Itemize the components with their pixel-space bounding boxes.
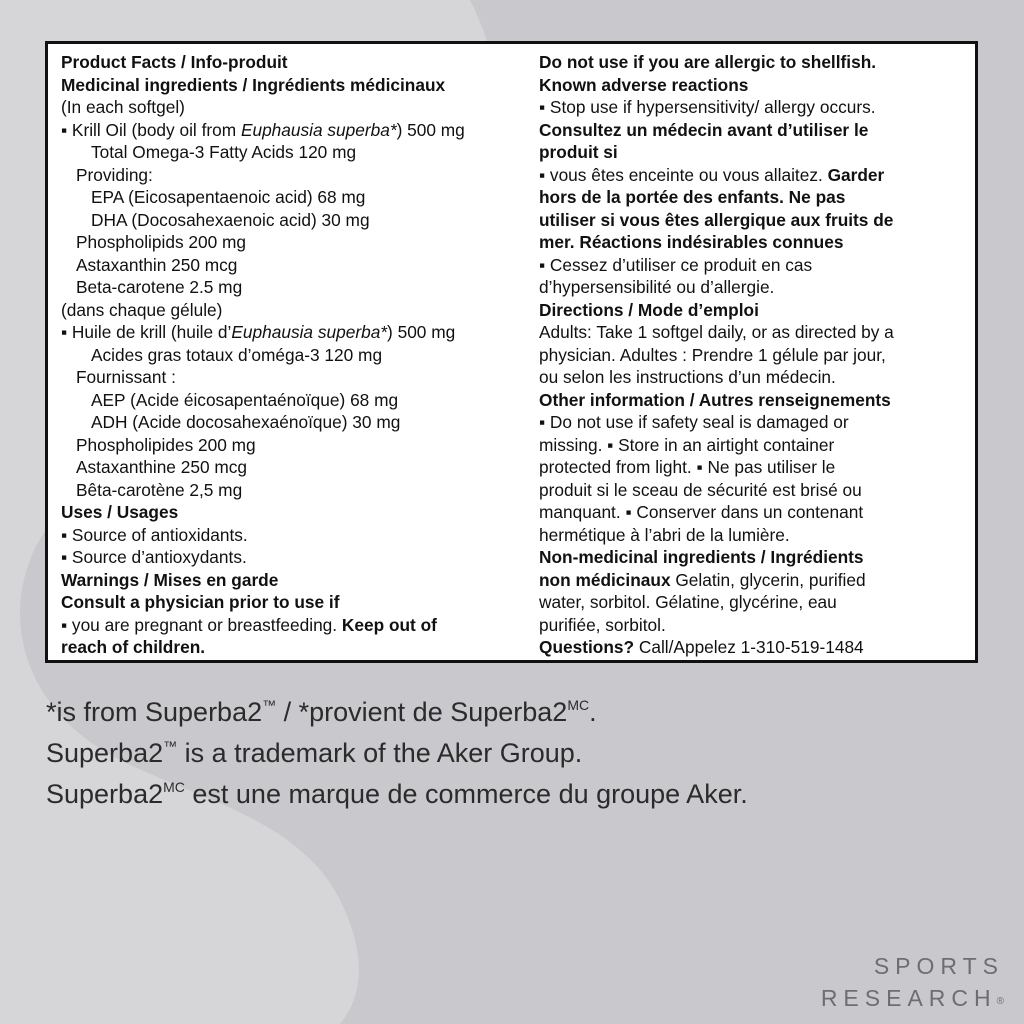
omega-fr: Acides gras totaux d’oméga-3 120 mg xyxy=(91,344,383,365)
epa-en: EPA (Eicosapentaenoic acid) 68 mg xyxy=(91,187,366,207)
sports-research-logo xyxy=(821,950,1004,1018)
per-softgel-fr: (dans chaque gélule) xyxy=(61,299,223,320)
dha-fr: ADH (Acide docosahexaénoïque) 30 mg xyxy=(91,412,401,432)
consult-heading: Consult a physician prior to use if xyxy=(61,592,340,612)
phospholipids-fr: Phospholipides 200 mg xyxy=(76,434,256,455)
beta-carotene-fr: Bêta-carotène 2,5 mg xyxy=(76,479,243,500)
other-line4: produit si le sceau de sécurité est brisé ou xyxy=(539,479,862,500)
garder-line2: hors de la portée des enfants. Ne pas xyxy=(539,187,846,207)
per-softgel-en: (In each softgel) xyxy=(61,97,185,117)
allergy-warning: Do not use if you are allergic to shellfish. xyxy=(539,52,877,72)
other-line6: hermétique à l’abri de la lumière. xyxy=(539,524,790,545)
registered-mark: ® xyxy=(996,996,1004,1007)
directions-line1: Adults: Take 1 softgel daily, or as directed by a xyxy=(539,322,894,342)
brand-line1: SPORTS xyxy=(873,953,1004,979)
nonmed-line1: non médicinaux Gelatin, glycerin, purified xyxy=(539,569,866,590)
warnings-heading: Warnings / Mises en garde xyxy=(61,569,279,590)
other-line3: protected from light. ▪ Ne pas utiliser le xyxy=(539,457,836,477)
adverse-item: ▪ Stop use if hypersensitivity/ allergy occurs. xyxy=(539,97,876,117)
brand-line2: RESEARCH® xyxy=(820,985,1004,1011)
beta-carotene-en: Beta-carotene 2.5 mg xyxy=(76,277,243,297)
phospholipids-en: Phospholipids 200 mg xyxy=(76,232,247,252)
cessez-line1: ▪ Cessez d’utiliser ce produit en cas xyxy=(539,254,813,275)
providing-en: Providing: xyxy=(76,164,153,185)
footnote-line1: *is from Superba2™ / *provient de $Superba2^{MC}$. xyxy=(46,697,597,727)
directions-line2: physician. Adultes : Prendre 1 gélule par jour, xyxy=(539,344,886,365)
keep-out-line2: reach of children. xyxy=(61,637,206,657)
epa-fr: AEP (Acide éicosapentaénoïque) 68 mg xyxy=(91,389,399,410)
facts-title: Product Facts / Info-produit xyxy=(61,52,288,72)
providing-fr: Fournissant : xyxy=(76,367,176,387)
omega-en: Total Omega-3 Fatty Acids 120 mg xyxy=(91,142,357,162)
cessez-line2: d’hypersensibilité ou d’allergie. xyxy=(539,277,775,297)
other-line5: manquant. ▪ Conserver dans un contenant xyxy=(539,502,864,522)
nonmed-heading: Non-medicinal ingredients / Ingrédients xyxy=(539,547,864,567)
medicinal-heading: Medicinal ingredients / Ingrédients médicinaux xyxy=(61,74,446,95)
pregnant-fr: ▪ vous êtes enceinte ou vous allaitez. Garder xyxy=(539,164,885,185)
product-facts-panel xyxy=(45,41,978,663)
facts-left-column xyxy=(61,51,539,660)
uses-fr: ▪ Source d’antioxydants. xyxy=(61,547,247,567)
consult-fr-line2: produit si xyxy=(539,142,618,162)
other-info-heading: Other information / Autres renseignements xyxy=(539,389,891,410)
uses-heading: Uses / Usages xyxy=(61,502,179,522)
astaxanthin-en: Astaxanthin 250 mcg xyxy=(76,254,238,275)
directions-heading: Directions / Mode d’emploi xyxy=(539,299,759,320)
directions-line3: ou selon les instructions d’un médecin. xyxy=(539,367,836,387)
trademark-footnote xyxy=(46,688,748,811)
krill-oil-en: ▪ Krill Oil (body oil from Euphausia superba*) 500 mg xyxy=(61,119,465,140)
garder-line4: mer. Réactions indésirables connues xyxy=(539,232,844,252)
krill-oil-fr: ▪ Huile de krill (huile d’Euphausia superba*) 500 mg xyxy=(61,322,456,342)
footnote-line3: $Superba2^{MC}$ est une marque de commerce du groupe Aker. xyxy=(46,779,748,809)
nonmed-line2: water, sorbitol. Gélatine, glycérine, eau xyxy=(539,592,837,612)
footnote-line2: Superba2™ is a trademark of the Aker Group. xyxy=(46,738,583,768)
dha-en: DHA (Docosahexaenoic acid) 30 mg xyxy=(91,209,370,230)
astaxanthin-fr: Astaxanthine 250 mcg xyxy=(76,457,247,477)
other-line2: missing. ▪ Store in an airtight container xyxy=(539,434,835,455)
nonmed-line3: purifiée, sorbitol. xyxy=(539,614,666,635)
uses-en: ▪ Source of antioxidants. xyxy=(61,524,248,545)
facts-right-column xyxy=(539,51,963,660)
consult-fr-line1: Consultez un médecin avant d’utiliser le xyxy=(539,119,869,140)
consult-item: ▪ you are pregnant or breastfeeding. Keep out of xyxy=(61,614,437,635)
other-line1: ▪ Do not use if safety seal is damaged or xyxy=(539,412,849,432)
garder-line3: utiliser si vous êtes allergique aux fruits de xyxy=(539,209,894,230)
adverse-heading: Known adverse reactions xyxy=(539,74,749,95)
questions-line: Questions? Call/Appelez 1-310-519-1484 xyxy=(539,637,864,657)
